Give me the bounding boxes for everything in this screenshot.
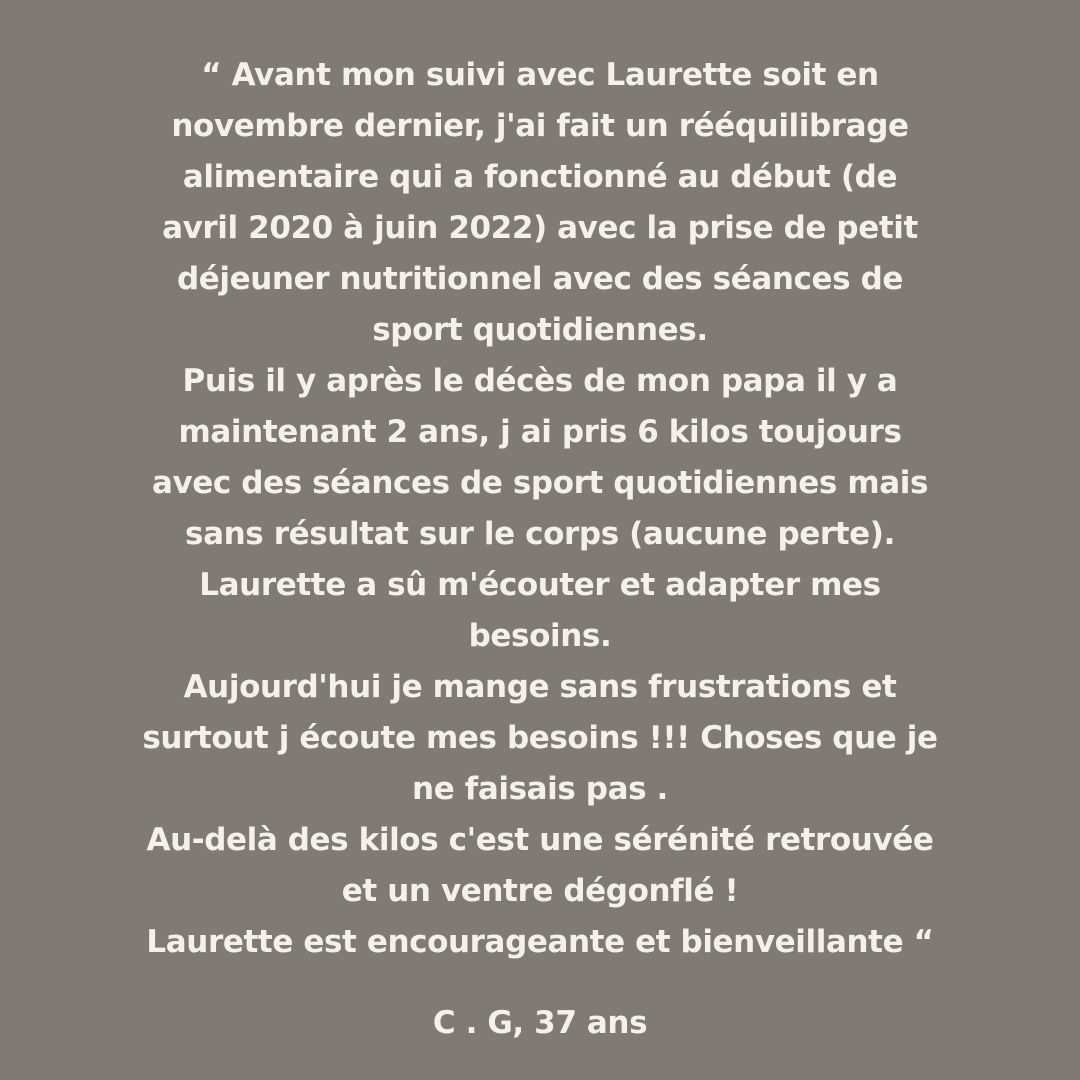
testimonial-signature: C . G, 37 ans	[432, 1005, 648, 1041]
quote-line: Au-delà des kilos c'est une sérénité retrouvée	[146, 822, 934, 858]
quote-line: surtout j écoute mes besoins !!! Choses que je	[142, 720, 938, 756]
quote-line: et un ventre dégonflé !	[341, 873, 739, 909]
quote-line: sans résultat sur le corps (aucune perte).	[185, 516, 895, 552]
quote-line: avec des séances de sport quotidiennes mais	[151, 465, 929, 501]
testimonial-quote	[40, 50, 1040, 968]
quote-line: sport quotidiennes.	[372, 312, 708, 348]
quote-line: novembre dernier, j'ai fait un rééquilibrage	[171, 108, 909, 144]
quote-line: Laurette est encourageante et bienveillante “	[146, 924, 934, 960]
quote-line: alimentaire qui a fonctionné au début (de	[182, 159, 898, 195]
quote-line: déjeuner nutritionnel avec des séances de	[176, 261, 903, 297]
quote-line: Laurette a sû m'écouter et adapter mes	[199, 567, 881, 603]
quote-line: besoins.	[468, 618, 612, 654]
quote-line: “ Avant mon suivi avec Laurette soit en	[201, 57, 879, 93]
quote-line: avril 2020 à juin 2022) avec la prise de petit	[162, 210, 918, 246]
quote-line: Puis il y après le décès de mon papa il y a	[182, 363, 898, 399]
quote-line: Aujourd'hui je mange sans frustrations et	[183, 669, 897, 705]
quote-line: maintenant 2 ans, j ai pris 6 kilos toujours	[178, 414, 902, 450]
quote-line: ne faisais pas .	[412, 771, 668, 807]
